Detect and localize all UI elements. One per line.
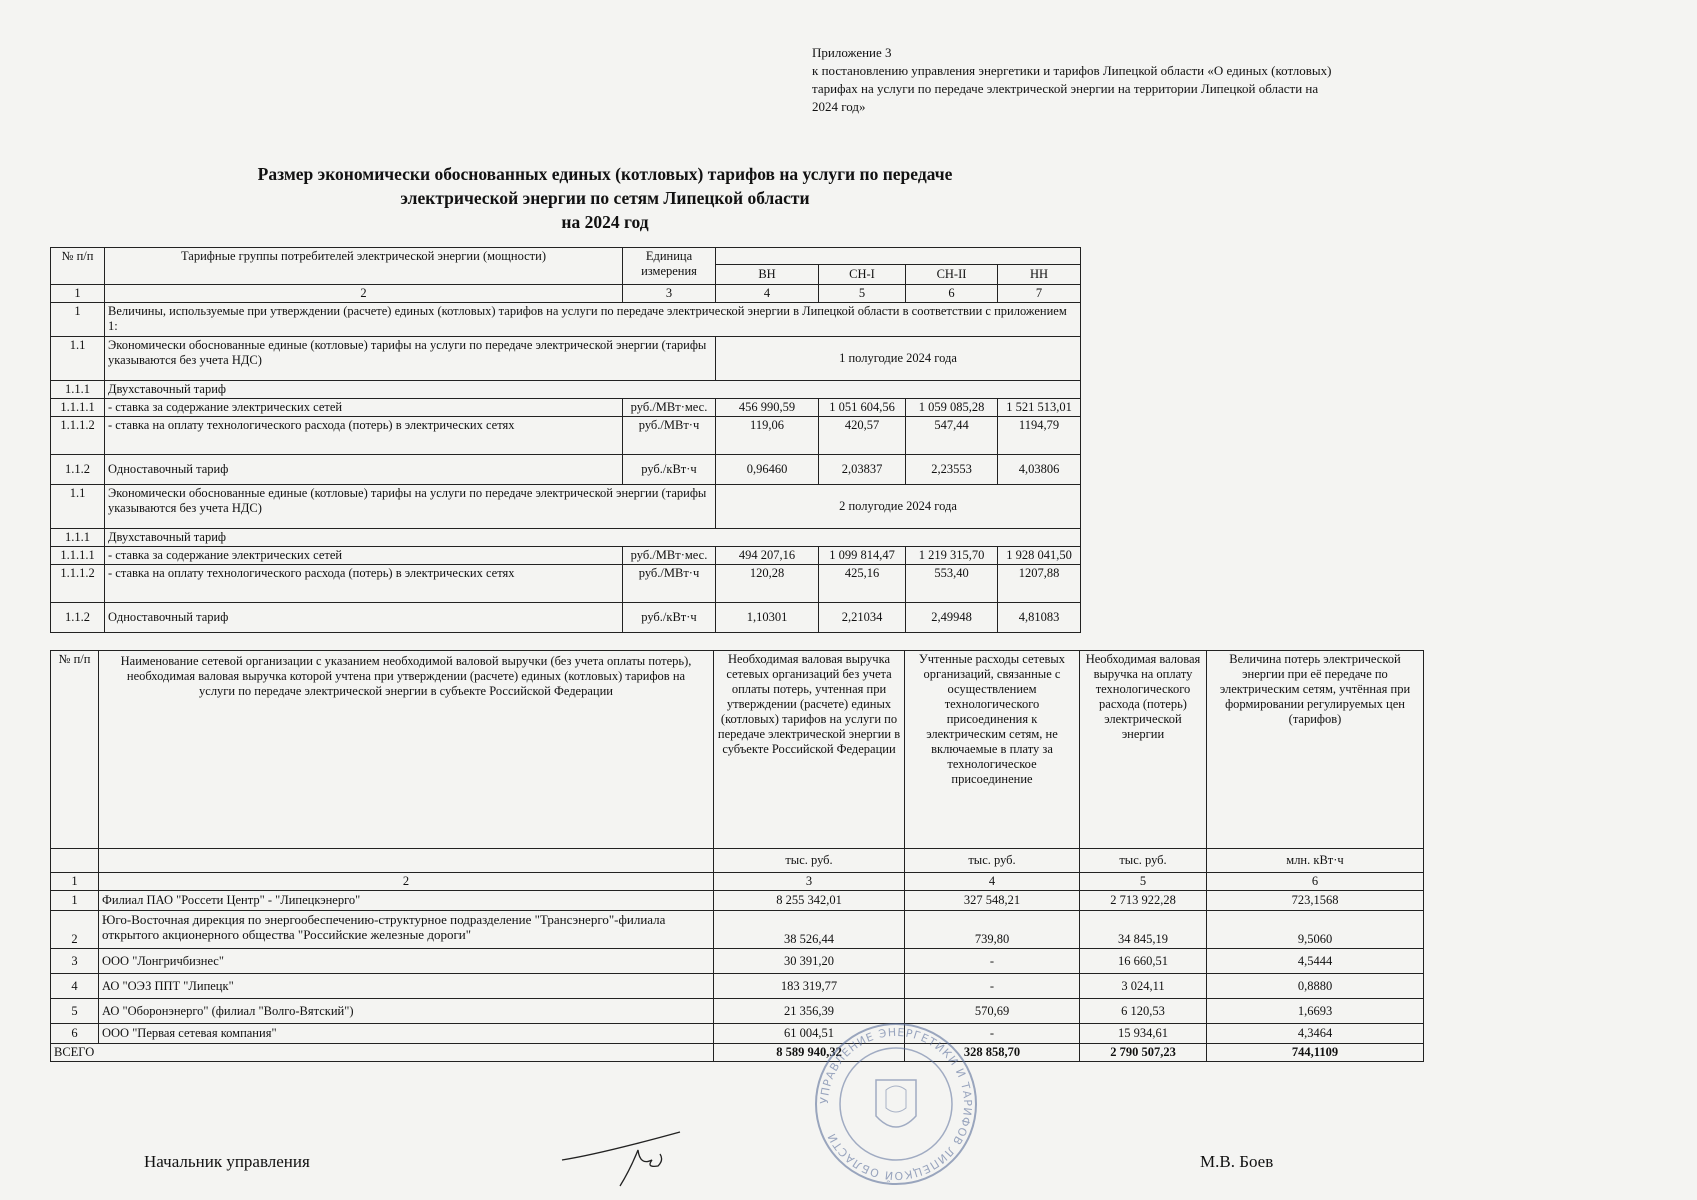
row-unit: руб./кВт·ч [623,455,716,485]
org-num: 6 [51,1024,99,1044]
signatory-position: Начальник управления [144,1152,310,1171]
two-rate-num: 1.1.1 [51,381,105,399]
header-unit: тыс. руб. [1080,849,1207,873]
org-value: 8 255 342,01 [714,891,905,911]
table-row [51,417,1081,455]
org-value: 4,5444 [1207,949,1424,974]
header-group: Тарифные группы потребителей электрической энергии (мощности) [105,248,623,285]
org-value: 0,8880 [1207,974,1424,999]
signature-scribble [560,1120,700,1190]
org-name: Филиал ПАО "Россети Центр" - "Липецкэнерго" [99,891,714,911]
total-value: 328 858,70 [905,1044,1080,1062]
half-text: Экономически обоснованные единые (котловые) тарифы на услуги по передаче электрической энергии (тарифы указываются без учета НДС) [105,337,716,381]
row-num: 1.1.1.2 [51,417,105,455]
row-value: 1 051 604,56 [819,399,906,417]
total-value: 8 589 940,32 [714,1044,905,1062]
table-row [51,1024,1424,1044]
signatory-name: М.В. Боев [1200,1152,1274,1171]
appendix-note [812,44,1332,116]
half-text: Экономически обоснованные единые (котловые) тарифы на услуги по передаче электрической энергии (тарифы указываются без учета НДС) [105,485,716,529]
total-value: 744,1109 [1207,1044,1424,1062]
table-row [51,547,1081,565]
coat-of-arms-icon [876,1080,916,1127]
row-label: - ставка за содержание электрических сетей [105,399,623,417]
column-number: 3 [714,873,905,891]
two-rate-label: Двухставочный тариф [105,381,1081,399]
column-number: 7 [998,285,1081,303]
row-value: 1194,79 [998,417,1081,455]
org-name: ООО "Первая сетевая компания" [99,1024,714,1044]
row-value: 0,96460 [716,455,819,485]
half-num: 1.1 [51,485,105,529]
org-value: 9,5060 [1207,911,1424,949]
row-value: 2,03837 [819,455,906,485]
header-col3: Необходимая валовая выручка сетевых организаций без учета оплаты потерь, учтенная при утверждении (расчете) единых (котловых) тарифов на услуги по передаче электрической энергии в субъекте Российской Федерации [714,651,905,849]
org-value: 4,3464 [1207,1024,1424,1044]
table-row [51,891,1424,911]
header-num: № п/п [51,651,99,849]
row-value: 1 059 085,28 [906,399,998,417]
row-label: Одноставочный тариф [105,603,623,633]
row-label: Одноставочный тариф [105,455,623,485]
header-unit: тыс. руб. [905,849,1080,873]
header-level: СН-II [906,265,998,285]
row-num: 1.1.1.1 [51,547,105,565]
org-value: 327 548,21 [905,891,1080,911]
org-value: 6 120,53 [1080,999,1207,1024]
appendix-number: Приложение 3 [812,45,892,60]
row-value: 119,06 [716,417,819,455]
two-rate-label: Двухставочный тариф [105,529,1081,547]
row-value: 1207,88 [998,565,1081,603]
row-value: 425,16 [819,565,906,603]
table-row [51,399,1081,417]
row-value: 2,23553 [906,455,998,485]
org-value: 38 526,44 [714,911,905,949]
table-row [51,565,1081,603]
title-line-3: на 2024 год [561,212,649,232]
network-organizations-table [50,650,1424,1062]
org-value: 30 391,20 [714,949,905,974]
row-unit: руб./МВт·ч [623,565,716,603]
table-row [51,911,1424,949]
header-col5: Необходимая валовая выручка на оплату технологического расхода (потерь) электрической энергии [1080,651,1207,849]
half-period: 1 полугодие 2024 года [716,337,1081,381]
column-number: 1 [51,873,99,891]
row-value: 1 928 041,50 [998,547,1081,565]
row-label: - ставка на оплату технологического расхода (потерь) в электрических сетях [105,417,623,455]
svg-text:УПРАВЛЕНИЕ ЭНЕРГЕТИКИ И ТАРИФО [818,1026,974,1182]
column-number: 6 [1207,873,1424,891]
row-value: 494 207,16 [716,547,819,565]
row-value: 1 219 315,70 [906,547,998,565]
column-number: 4 [905,873,1080,891]
column-number: 2 [99,873,714,891]
total-row [51,1044,1424,1062]
table-row [51,455,1081,485]
tariff-table [50,247,1081,633]
row-label: - ставка на оплату технологического расхода (потерь) в электрических сетях [105,565,623,603]
org-num: 2 [51,911,99,949]
org-num: 4 [51,974,99,999]
table-row [51,603,1081,633]
table-row [51,974,1424,999]
org-value: 723,1568 [1207,891,1424,911]
column-number: 6 [906,285,998,303]
section-num: 1 [51,303,105,337]
half-period: 2 полугодие 2024 года [716,485,1081,529]
org-name: Юго-Восточная дирекция по энергообеспечению-структурное подразделение "Трансэнерго"-филиала открытого акционерного общества "Российские железные дороги" [99,911,714,949]
row-num: 1.1.1.2 [51,565,105,603]
row-value: 553,40 [906,565,998,603]
header-num: № п/п [51,248,105,285]
row-num: 1.1.1.1 [51,399,105,417]
org-value: 61 004,51 [714,1024,905,1044]
column-number: 2 [105,285,623,303]
org-name: ООО "Лонгричбизнес" [99,949,714,974]
row-value: 2,49948 [906,603,998,633]
title-line-2: электрической энергии по сетям Липецкой области [400,188,810,208]
row-num: 1.1.2 [51,455,105,485]
org-value: 1,6693 [1207,999,1424,1024]
header-level: ВН [716,265,819,285]
row-value: 1 521 513,01 [998,399,1081,417]
header-unit-blank [99,849,714,873]
row-value: 1 099 814,47 [819,547,906,565]
org-num: 1 [51,891,99,911]
header-name: Наименование сетевой организации с указанием необходимой валовой выручки (без учета оплаты потерь), необходимая валовая выручка которой учтена при утверждении (расчете) единых (котловых) тарифов на услуги по передаче электрической энергии в субъекте Российской Федерации [99,651,714,849]
org-name: АО "ОЭЗ ППТ "Липецк" [99,974,714,999]
row-label: - ставка за содержание электрических сетей [105,547,623,565]
org-value: 34 845,19 [1080,911,1207,949]
org-num: 5 [51,999,99,1024]
row-value: 4,81083 [998,603,1081,633]
row-value: 547,44 [906,417,998,455]
org-value: 3 024,11 [1080,974,1207,999]
org-value: 2 713 922,28 [1080,891,1207,911]
org-value: 21 356,39 [714,999,905,1024]
org-value: 570,69 [905,999,1080,1024]
org-num: 3 [51,949,99,974]
header-unit: тыс. руб. [714,849,905,873]
org-value: - [905,949,1080,974]
row-value: 120,28 [716,565,819,603]
column-number: 5 [1080,873,1207,891]
column-number: 5 [819,285,906,303]
header-col6: Величина потерь электрической энергии при её передаче по электрическим сетям, учтённая при формировании регулируемых цен (тарифов) [1207,651,1424,849]
row-value: 1,10301 [716,603,819,633]
header-level: НН [998,265,1081,285]
header-col4: Учтенные расходы сетевых организаций, связанные с осуществлением технологического присоединения к электрическим сетям, не включаемые в плату за технологическое присоединение [905,651,1080,849]
stamp-text: УПРАВЛЕНИЕ ЭНЕРГЕТИКИ И ТАРИФОВ ЛИПЕЦКОЙ ОБЛАСТИ [817,1025,975,1183]
row-num: 1.1.2 [51,603,105,633]
row-unit: руб./кВт·ч [623,603,716,633]
row-value: 4,03806 [998,455,1081,485]
org-value: 183 319,77 [714,974,905,999]
table-row [51,949,1424,974]
column-number: 3 [623,285,716,303]
org-value: 15 934,61 [1080,1024,1207,1044]
row-value: 2,21034 [819,603,906,633]
official-stamp [812,1020,980,1188]
header-levels-spacer [716,248,1081,265]
row-unit: руб./МВт·ч [623,417,716,455]
org-value: - [905,1024,1080,1044]
appendix-reference: к постановлению управления энергетики и тарифов Липецкой области «О единых (котловых) тарифах на услуги по передаче электрической энергии на территории Липецкой области на 2024 год» [812,63,1332,114]
column-number: 1 [51,285,105,303]
row-value: 420,57 [819,417,906,455]
two-rate-num: 1.1.1 [51,529,105,547]
section-text: Величины, используемые при утверждении (расчете) единых (котловых) тарифов на услуги по передаче электрической энергии в Липецкой области в соответствии с приложением 1: [105,303,1081,337]
org-name: АО "Оборонэнерго" (филиал "Волго-Вятский") [99,999,714,1024]
org-value: - [905,974,1080,999]
header-level: СН-I [819,265,906,285]
row-value: 456 990,59 [716,399,819,417]
row-unit: руб./МВт·мес. [623,399,716,417]
column-number: 4 [716,285,819,303]
total-value: 2 790 507,23 [1080,1044,1207,1062]
org-value: 16 660,51 [1080,949,1207,974]
header-unit: млн. кВт·ч [1207,849,1424,873]
document-title [170,162,1040,234]
total-label: ВСЕГО [51,1044,714,1062]
org-value: 739,80 [905,911,1080,949]
header-unit-blank [51,849,99,873]
title-line-1: Размер экономически обоснованных единых (котловых) тарифов на услуги по передаче [257,164,953,184]
header-unit: Единица измерения [623,248,716,285]
row-unit: руб./МВт·мес. [623,547,716,565]
half-num: 1.1 [51,337,105,381]
table-row [51,999,1424,1024]
